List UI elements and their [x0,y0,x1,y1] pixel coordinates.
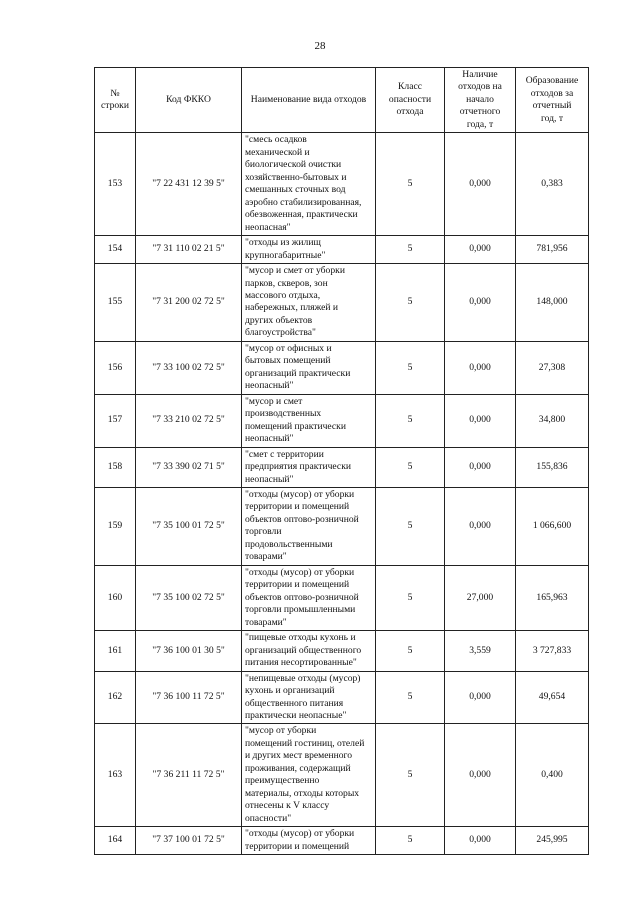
table-row [95,341,589,394]
waste-name-cell: "мусор и смет производственных помещений практически неопасный" [242,394,376,447]
generated-amount-cell: 155,836 [516,447,589,487]
header-generated: Образование отходов за отчетный год, т [516,68,589,133]
table-row [95,133,589,236]
waste-name-cell: "смесь осадков механической и биологической очистки хозяйственно-бытовых и смешанных сточных вод аэробно стабилизированная, обезвоженная, практически неопасная" [242,133,376,236]
waste-name-cell: "пищевые отходы кухонь и организаций общественного питания несортированные" [242,631,376,671]
fkko-code-cell: "7 33 210 02 72 5" [136,394,242,447]
waste-name-cell: "мусор от офисных и бытовых помещений организаций практически неопасный" [242,341,376,394]
beginning-stock-cell: 27,000 [445,565,516,630]
generated-amount-cell: 0,400 [516,724,589,827]
fkko-code-cell: "7 35 100 02 72 5" [136,565,242,630]
hazard-class-cell: 5 [376,488,445,566]
row-number-cell: 157 [95,394,136,447]
beginning-stock-cell: 0,000 [445,724,516,827]
row-number-cell: 154 [95,236,136,264]
fkko-code-cell: "7 22 431 12 39 5" [136,133,242,236]
generated-amount-cell: 165,963 [516,565,589,630]
table-row [95,565,589,630]
table-row [95,394,589,447]
hazard-class-cell: 5 [376,236,445,264]
header-row-number: № строки [95,68,136,133]
row-number-cell: 163 [95,724,136,827]
table-row [95,671,589,724]
generated-amount-cell: 1 066,600 [516,488,589,566]
table-row [95,447,589,487]
row-number-cell: 156 [95,341,136,394]
hazard-class-cell: 5 [376,565,445,630]
row-number-cell: 164 [95,827,136,855]
beginning-stock-cell: 0,000 [445,447,516,487]
row-number-cell: 159 [95,488,136,566]
waste-name-cell: "мусор и смет от уборки парков, скверов, зон массового отдыха, набережных, пляжей и других объектов благоустройства" [242,264,376,342]
generated-amount-cell: 781,956 [516,236,589,264]
waste-name-cell: "непищевые отходы (мусор) кухонь и организаций общественного питания практически неопасные" [242,671,376,724]
waste-name-cell: "отходы (мусор) от уборки территории и помещений объектов оптово-розничной торговли промышленными товарами" [242,565,376,630]
table-row [95,724,589,827]
header-hazard-class: Класс опасности отхода [376,68,445,133]
fkko-code-cell: "7 36 211 11 72 5" [136,724,242,827]
hazard-class-cell: 5 [376,394,445,447]
generated-amount-cell: 34,800 [516,394,589,447]
generated-amount-cell: 27,308 [516,341,589,394]
table-row [95,488,589,566]
waste-name-cell: "смет с территории предприятия практически неопасный" [242,447,376,487]
hazard-class-cell: 5 [376,447,445,487]
generated-amount-cell: 0,383 [516,133,589,236]
table-header-row [95,68,589,133]
header-code: Код ФККО [136,68,242,133]
beginning-stock-cell: 0,000 [445,671,516,724]
fkko-code-cell: "7 31 110 02 21 5" [136,236,242,264]
beginning-stock-cell: 0,000 [445,394,516,447]
generated-amount-cell: 245,995 [516,827,589,855]
generated-amount-cell: 148,000 [516,264,589,342]
beginning-stock-cell: 0,000 [445,264,516,342]
waste-name-cell: "отходы из жилищ крупногабаритные" [242,236,376,264]
hazard-class-cell: 5 [376,671,445,724]
beginning-stock-cell: 0,000 [445,133,516,236]
hazard-class-cell: 5 [376,264,445,342]
fkko-code-cell: "7 35 100 01 72 5" [136,488,242,566]
table-row [95,631,589,671]
generated-amount-cell: 49,654 [516,671,589,724]
header-beginning-stock: Наличие отходов на начало отчетного года, т [445,68,516,133]
beginning-stock-cell: 3,559 [445,631,516,671]
table-row [95,827,589,855]
beginning-stock-cell: 0,000 [445,236,516,264]
hazard-class-cell: 5 [376,133,445,236]
waste-table [94,67,589,855]
row-number-cell: 160 [95,565,136,630]
fkko-code-cell: "7 36 100 01 30 5" [136,631,242,671]
row-number-cell: 158 [95,447,136,487]
page-number: 28 [314,40,326,52]
table-row [95,264,589,342]
row-number-cell: 153 [95,133,136,236]
fkko-code-cell: "7 31 200 02 72 5" [136,264,242,342]
beginning-stock-cell: 0,000 [445,488,516,566]
waste-name-cell: "отходы (мусор) от уборки территории и помещений [242,827,376,855]
fkko-code-cell: "7 33 390 02 71 5" [136,447,242,487]
row-number-cell: 161 [95,631,136,671]
hazard-class-cell: 5 [376,827,445,855]
header-name: Наименование вида отходов [242,68,376,133]
row-number-cell: 155 [95,264,136,342]
waste-name-cell: "отходы (мусор) от уборки территории и помещений объектов оптово-розничной торговли продовольственными товарами" [242,488,376,566]
hazard-class-cell: 5 [376,341,445,394]
table-row [95,236,589,264]
fkko-code-cell: "7 36 100 11 72 5" [136,671,242,724]
hazard-class-cell: 5 [376,724,445,827]
hazard-class-cell: 5 [376,631,445,671]
generated-amount-cell: 3 727,833 [516,631,589,671]
fkko-code-cell: "7 37 100 01 72 5" [136,827,242,855]
beginning-stock-cell: 0,000 [445,341,516,394]
beginning-stock-cell: 0,000 [445,827,516,855]
fkko-code-cell: "7 33 100 02 72 5" [136,341,242,394]
waste-name-cell: "мусор от уборки помещений гостиниц, отелей и других мест временного проживания, содержащий преимущественно материалы, отходы которых отнесены к V классу опасности" [242,724,376,827]
row-number-cell: 162 [95,671,136,724]
